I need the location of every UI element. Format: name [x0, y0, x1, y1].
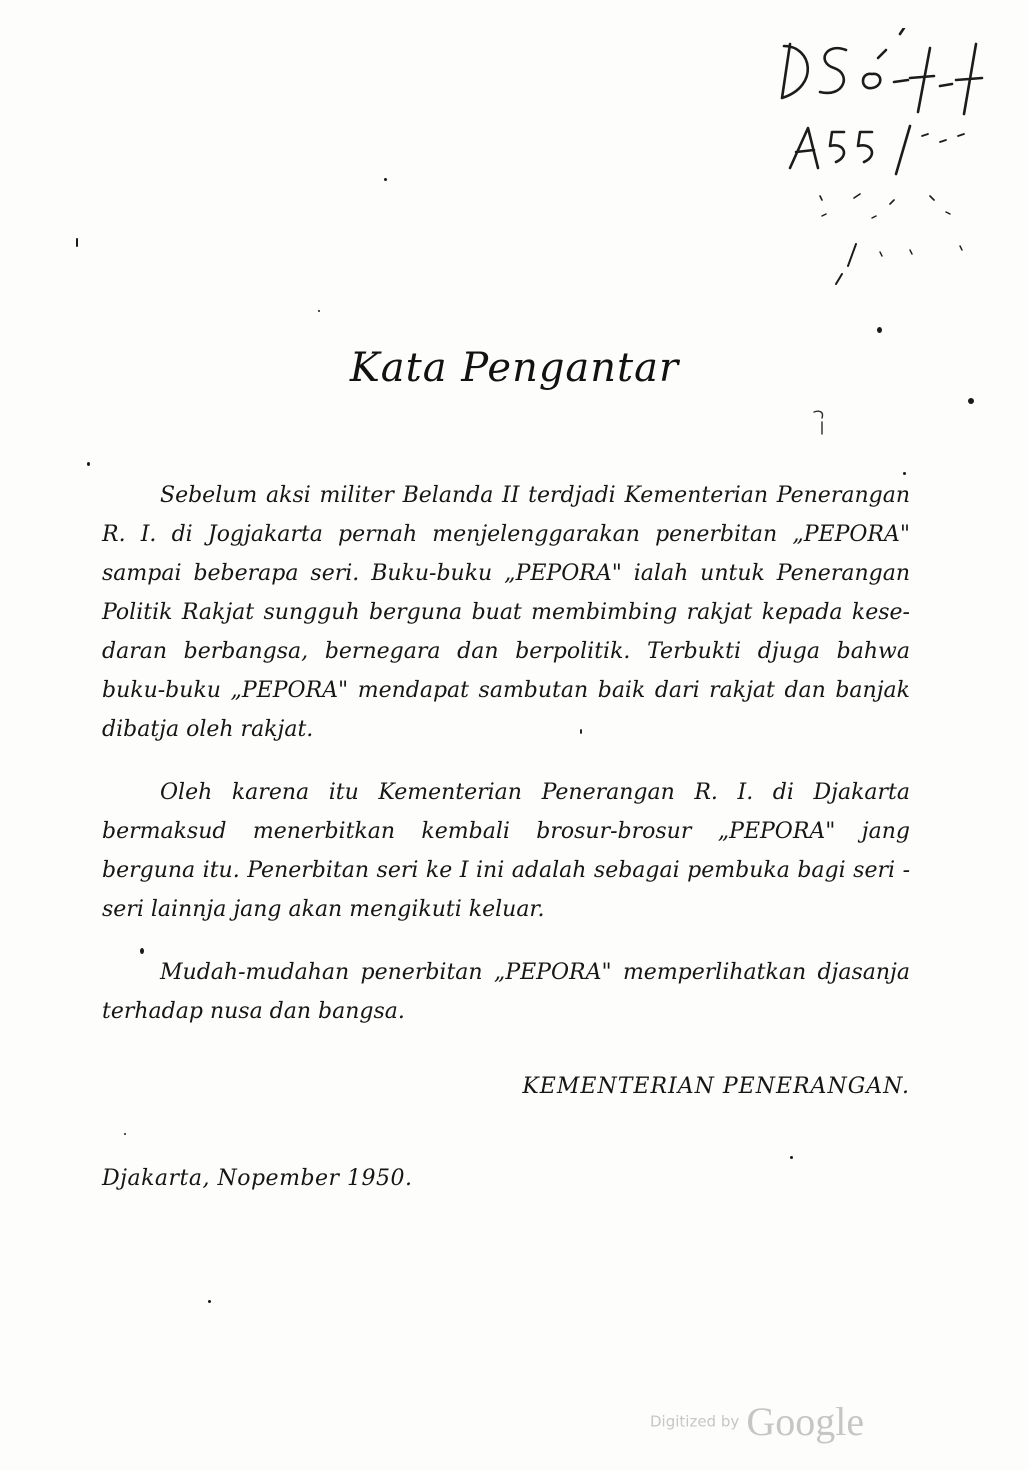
paragraph-1: Sebelum aksi militer Belanda II terdjadi Kementerian Penerangan R. I. di Jogjakarta pernah menjelenggarakan penerbitan „PEPORA" sampai beberapa seri. Buku-buku „PEPORA" ialah untuk Penerangan Politik Rakjat sungguh berguna buat membimbing rakjat kepada kese-daran berbangsa, bernegara dan berpolitik. Terbukti djuga bahwa buku-buku „PEPORA" mendapat sambutan baik dari rakjat dan banjak dibatja oleh rakjat.: [102, 483, 910, 742]
paragraph-3: Mudah-mudahan penerbitan „PEPORA" memperlihatkan djasanja terhadap nusa dan bangsa.: [102, 960, 910, 1024]
scan-speck: [384, 178, 387, 181]
scan-speck: [140, 948, 144, 954]
place-date: Djakarta, Nopember 1950.: [102, 1166, 413, 1191]
scan-speck: [877, 327, 882, 333]
scan-stroke-mark: [812, 408, 828, 438]
scan-speck: [124, 1133, 126, 1135]
scan-speck: [968, 398, 974, 404]
scan-speck: [790, 1156, 793, 1159]
handwritten-catalog-number: [760, 28, 1000, 308]
scan-speck: [76, 238, 78, 247]
paragraph-2: Oleh karena itu Kementerian Penerangan R. I. di Djakarta bermaksud menerbitkan kembali brosur-brosur „PEPORA" jang berguna itu. Penerbitan seri ke I ini adalah sebagai pembuka bagi seri - seri lainnja jang akan mengikuti keluar.: [102, 780, 910, 922]
signature: KEMENTERIAN PENERANGAN.: [522, 1074, 910, 1099]
scan-speck: [903, 472, 906, 475]
watermark-prefix: Digitized by: [650, 1412, 740, 1431]
google-logo: Google: [746, 1399, 865, 1444]
digitized-watermark: [650, 1398, 864, 1445]
page-title: Kata Pengantar: [349, 345, 680, 391]
preface-body: [102, 476, 910, 1031]
scan-speck: [580, 729, 582, 734]
scan-speck: [87, 462, 90, 466]
scan-speck: [208, 1300, 211, 1303]
scan-speck: [318, 310, 320, 312]
